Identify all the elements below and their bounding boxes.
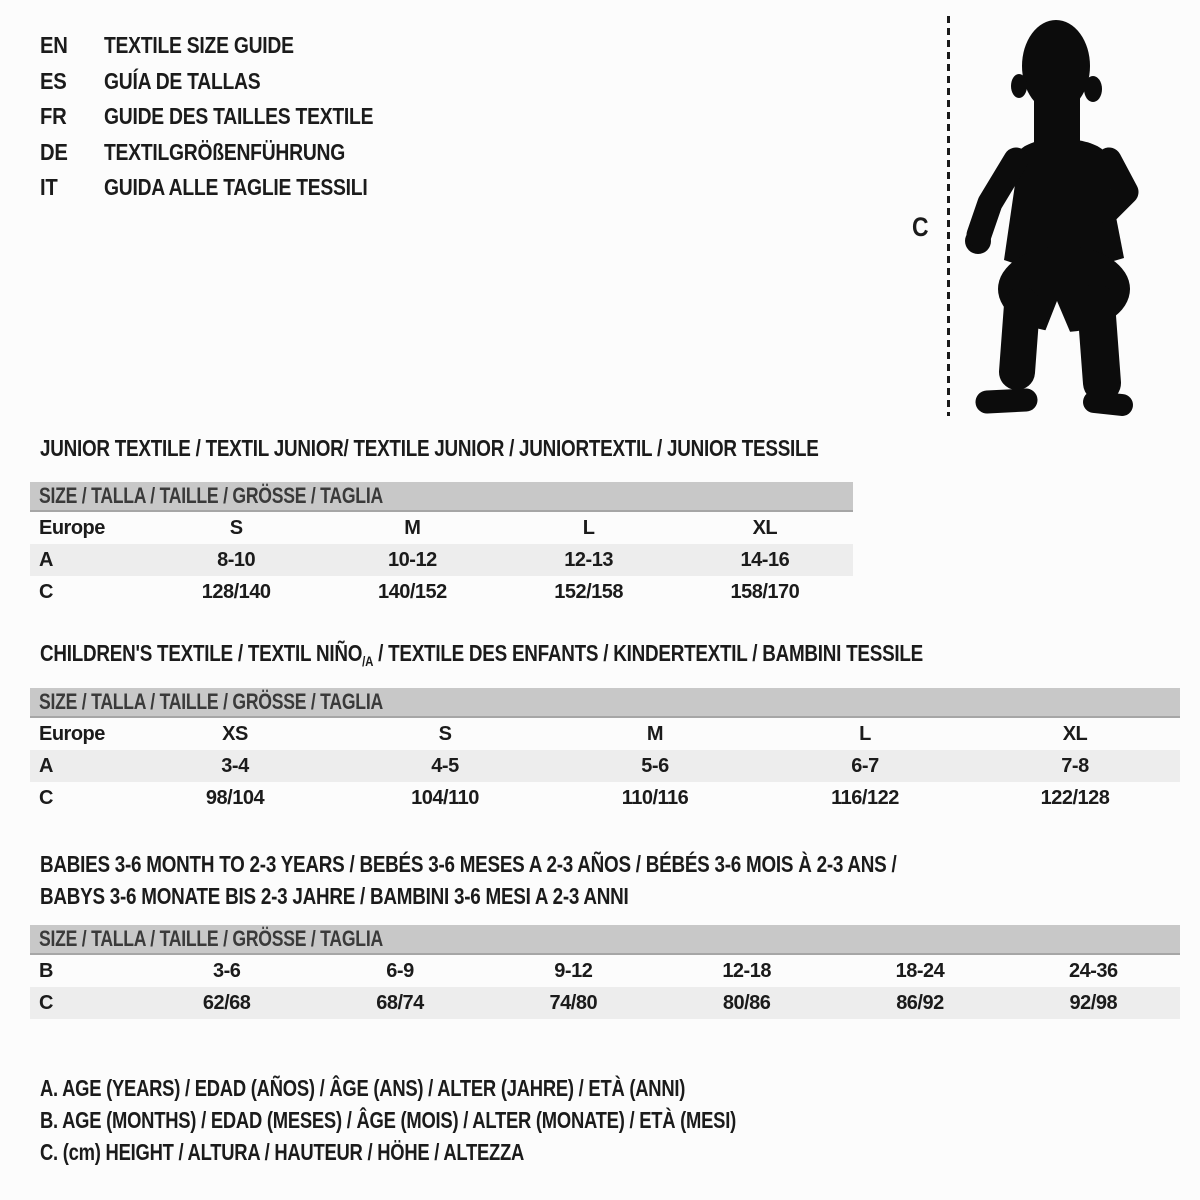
size-cell: L — [582, 517, 595, 539]
language-guide-title: TEXTILGRÖßENFÜHRUNG — [104, 138, 346, 165]
size-cell: XL — [1062, 723, 1088, 745]
size-cell: S — [229, 517, 243, 539]
size-cell: 6-7 — [851, 755, 879, 777]
size-cell: 152/158 — [554, 581, 624, 603]
row-label: Europe — [39, 517, 105, 539]
size-cell: XS — [222, 723, 248, 745]
section-title-line — [40, 432, 819, 464]
table-row — [30, 750, 1180, 782]
language-row — [40, 170, 425, 206]
language-guide-title: GUIDE DES TAILLES TEXTILE — [104, 103, 374, 130]
language-guide-title: GUÍA DE TALLAS — [104, 67, 261, 94]
size-cell: 128/140 — [201, 581, 271, 603]
row-label: C — [39, 787, 53, 809]
size-cell: L — [859, 723, 871, 745]
row-label: A — [39, 755, 53, 777]
size-cell: 14-16 — [740, 549, 790, 571]
table-row — [30, 512, 853, 544]
size-cell: 110/116 — [621, 787, 689, 809]
size-cell: 98/104 — [205, 787, 265, 809]
language-row — [40, 64, 425, 100]
toddler-silhouette-icon — [880, 0, 1200, 440]
size-cell: 7-8 — [1061, 755, 1089, 777]
size-cell: 122/128 — [1040, 787, 1110, 809]
section-title-junior — [40, 432, 819, 464]
section-title-babies — [40, 848, 897, 912]
junior-size-table — [30, 482, 853, 608]
size-header-text: SIZE / TALLA / TAILLE / GRÖSSE / TAGLIA — [39, 483, 383, 508]
row-label: Europe — [39, 723, 105, 745]
size-cell: M — [646, 723, 664, 745]
size-cell: 92/98 — [1069, 992, 1118, 1014]
language-row — [40, 135, 425, 171]
section-title-text: BABIES 3-6 MONTH TO 2-3 YEARS / BEBÉS 3-6 MESES A 2-3 AÑOS / BÉBÉS 3-6 MOIS À 2-3 ANS / — [40, 851, 897, 877]
children-size-table — [30, 688, 1180, 814]
size-cell: XL — [752, 517, 778, 539]
language-code: FR — [40, 103, 67, 130]
size-cell: 140/152 — [377, 581, 447, 603]
row-label: A — [39, 549, 53, 571]
size-cell: 24-36 — [1068, 960, 1118, 982]
language-row — [40, 99, 425, 135]
size-cell: 80/86 — [722, 992, 771, 1014]
section-title-children — [40, 637, 923, 677]
size-cell: 5-6 — [641, 755, 669, 777]
size-cell: 104/110 — [411, 787, 479, 809]
row-label: B — [39, 960, 53, 982]
size-cell: 158/170 — [730, 581, 800, 603]
size-cell: 62/68 — [202, 992, 251, 1014]
size-header-text: SIZE / TALLA / TAILLE / GRÖSSE / TAGLIA — [39, 689, 383, 714]
size-cell: 18-24 — [895, 960, 945, 982]
language-guide-title: GUIDA ALLE TAGLIE TESSILI — [104, 174, 368, 201]
size-header-bar — [30, 688, 1180, 718]
section-title-text: BABYS 3-6 MONATE BIS 2-3 JAHRE / BAMBINI 3-6 MESI A 2-3 ANNI — [40, 883, 629, 909]
size-cell: 12-13 — [564, 549, 613, 571]
section-title-text: /A — [362, 653, 374, 669]
language-code: EN — [40, 32, 68, 59]
language-code: DE — [40, 138, 68, 165]
row-label: C — [39, 581, 53, 603]
section-title-line — [40, 637, 923, 677]
table-row — [30, 782, 1180, 814]
table-row — [30, 955, 1180, 987]
size-cell: 116/122 — [831, 787, 899, 809]
language-guide-title: TEXTILE SIZE GUIDE — [104, 32, 294, 59]
size-cell: 6-9 — [386, 960, 414, 982]
size-header-text: SIZE / TALLA / TAILLE / GRÖSSE / TAGLIA — [39, 926, 383, 951]
table-row — [30, 544, 853, 576]
legend — [40, 1072, 736, 1168]
language-code: IT — [40, 174, 58, 201]
table-row — [30, 987, 1180, 1019]
height-measure-label: C — [912, 212, 929, 242]
row-label: C — [39, 992, 53, 1014]
size-cell: 10-12 — [388, 549, 437, 571]
size-header-bar — [30, 482, 853, 512]
language-row — [40, 28, 425, 64]
legend-line: A. AGE (YEARS) / EDAD (AÑOS) / ÂGE (ANS) / ALTER (JAHRE) / ETÀ (ANNI) — [40, 1075, 686, 1101]
language-code: ES — [40, 67, 67, 94]
table-row — [30, 718, 1180, 750]
size-cell: 74/80 — [549, 992, 598, 1014]
section-title-text: CHILDREN'S TEXTILE / TEXTIL NIÑO — [40, 640, 363, 666]
size-cell: S — [438, 723, 452, 745]
size-cell: 68/74 — [376, 992, 424, 1014]
legend-line: C. (cm) HEIGHT / ALTURA / HAUTEUR / HÖHE / ALTEZZA — [40, 1139, 525, 1165]
section-title-line — [40, 880, 897, 912]
size-cell: 86/92 — [896, 992, 944, 1014]
size-cell: M — [404, 517, 421, 539]
language-title-list — [40, 28, 425, 206]
legend-line: B. AGE (MONTHS) / EDAD (MESES) / ÂGE (MOIS) / ALTER (MONATE) / ETÀ (MESI) — [40, 1107, 736, 1133]
size-cell: 4-5 — [431, 755, 459, 777]
size-header-bar — [30, 925, 1180, 955]
section-title-text: JUNIOR TEXTILE / TEXTIL JUNIOR/ TEXTILE JUNIOR / JUNIORTEXTIL / JUNIOR TESSILE — [40, 435, 819, 461]
section-title-line — [40, 848, 897, 880]
babies-size-table — [30, 925, 1180, 1019]
size-cell: 12-18 — [722, 960, 771, 982]
size-cell: 8-10 — [217, 549, 256, 571]
table-row — [30, 576, 853, 608]
section-title-text: / TEXTILE DES ENFANTS / KINDERTEXTIL / BAMBINI TESSILE — [373, 640, 924, 666]
size-cell: 9-12 — [554, 960, 593, 982]
size-cell: 3-6 — [212, 960, 241, 982]
size-cell: 3-4 — [221, 755, 249, 777]
